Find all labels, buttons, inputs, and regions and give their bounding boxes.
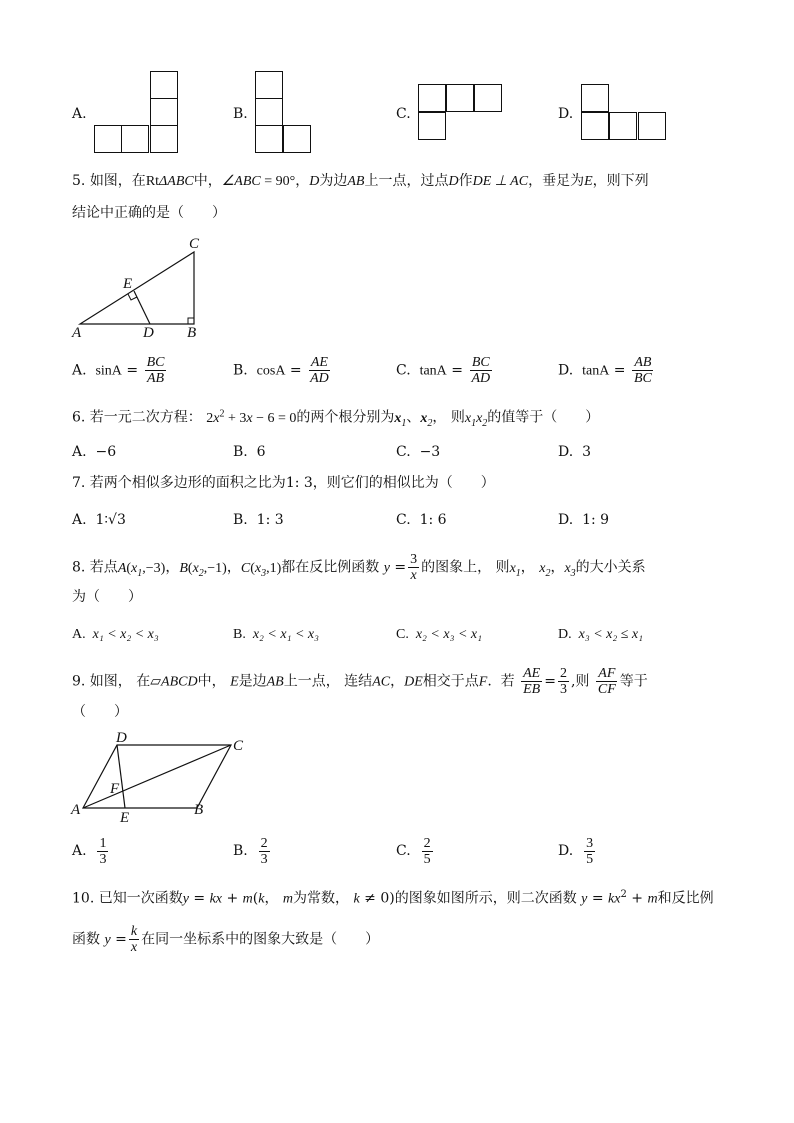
q6-option-b[interactable]: B. 6 [233,444,266,460]
q7-option-d[interactable]: D. 1: 9 [558,512,610,528]
q8-option-d[interactable]: D. x₃ < x₂ ≤ x₁ [558,627,643,642]
q9-label-b: B [194,802,204,818]
q9-option-a[interactable]: A. $\frac{1}{3}$ [72,835,107,867]
q8-option-c[interactable]: C. x₂ < x₃ < x₁ [396,627,482,642]
q6-option-d[interactable]: D. 3 [558,444,592,460]
q8-option-a[interactable]: A. x₁ < x₂ < x₃ [72,627,159,642]
q8-question: 8. 若点$A(x_1,-3)$，$B(x_2,-1)$，$C(x_3,1)$都在反比例函数 y = $\frac{3}{x}$ 的图象上， 则$x_1$， $x_2$，$x_3$的大小关系 [72,552,646,583]
q9-question: 9. 如图， 在▱ABCD中， E是边AB上一点， 连结AC，DE相交于点F. 若 $\frac{AE}{EB}$ = $\frac{2}{3}$ ,则 $\frac{AF}{CF}$ 等于 [72,666,648,697]
q9-label-d: D [116,730,127,746]
q9-line2: （ ） [72,704,128,720]
q10-line1: 10. 已知一次函数y = kx + m(k， m为常数， k ≠ 0)的图象如图所示，则二次函数 $y = kx^2 + m$和反比例 [72,889,714,907]
q7-option-b[interactable]: B. 1: 3 [233,512,284,528]
q6-question: 6. 若一元二次方程： $2x^2 + 3x - 6 = 0$的两个根分别为$x_1$、$x_2$， 则$x_1x_2$的值等于（ ） [72,408,600,429]
q10-line2: 函数 y = $\frac{k}{x}$ 在同一坐标系中的图象大致是（ ） [72,924,380,955]
q9-label-a: A [71,802,81,818]
q7-question: 7. 若两个相似多边形的面积之比为1: 3，则它们的相似比为（ ） [72,475,495,491]
q5-option-d[interactable]: D. tanA = $\frac{AB}{BC}$ [558,355,652,386]
q9-label-c: C [233,738,244,754]
q4-option-c-label: C. [396,106,411,122]
q5-label-c: C [189,236,200,252]
q9-option-d[interactable]: D. $\frac{3}{5}$ [558,835,594,867]
q5-label-d: D [143,325,154,340]
q9-option-b[interactable]: B. $\frac{2}{3}$ [233,835,268,867]
q8-option-b[interactable]: B. x₂ < x₁ < x₃ [233,627,319,642]
q5-line1: 5. 如图，在RtΔABC中，∠ABC = 90°，D为边AB上一点，过点D作DE ⊥ AC，垂足为E，则下列 [72,173,649,189]
q9-label-e: E [120,810,130,825]
q4-option-d-label: D. [558,106,574,122]
q5-label-e: E [123,276,133,292]
q9-label-f: F [110,781,120,797]
q5-option-c[interactable]: C. tanA = $\frac{BC}{AD}$ [396,355,491,386]
q4-option-b-label: B. [233,106,248,122]
q8-line2: 为（ ） [72,589,142,605]
q5-label-b: B [187,325,197,340]
q6-option-a[interactable]: A. −6 [72,444,117,460]
q7-option-a[interactable]: A. 1∶√3 [72,512,126,528]
q5-triangle-figure [70,232,210,340]
q5-line2: 结论中正确的是（ ） [72,205,226,221]
q7-option-c[interactable]: C. 1: 6 [396,512,447,528]
q9-parallelogram-figure [68,730,253,825]
q5-option-b[interactable]: B. cosA = $\frac{AE}{AD}$ [233,355,329,386]
q4-option-a-label: A. [72,106,87,122]
q9-option-c[interactable]: C. $\frac{2}{5}$ [396,835,431,867]
q6-option-c[interactable]: C. −3 [396,444,441,460]
q5-label-a: A [72,325,82,340]
q5-option-a[interactable]: A. sinA = $\frac{BC}{AB}$ [72,355,165,386]
